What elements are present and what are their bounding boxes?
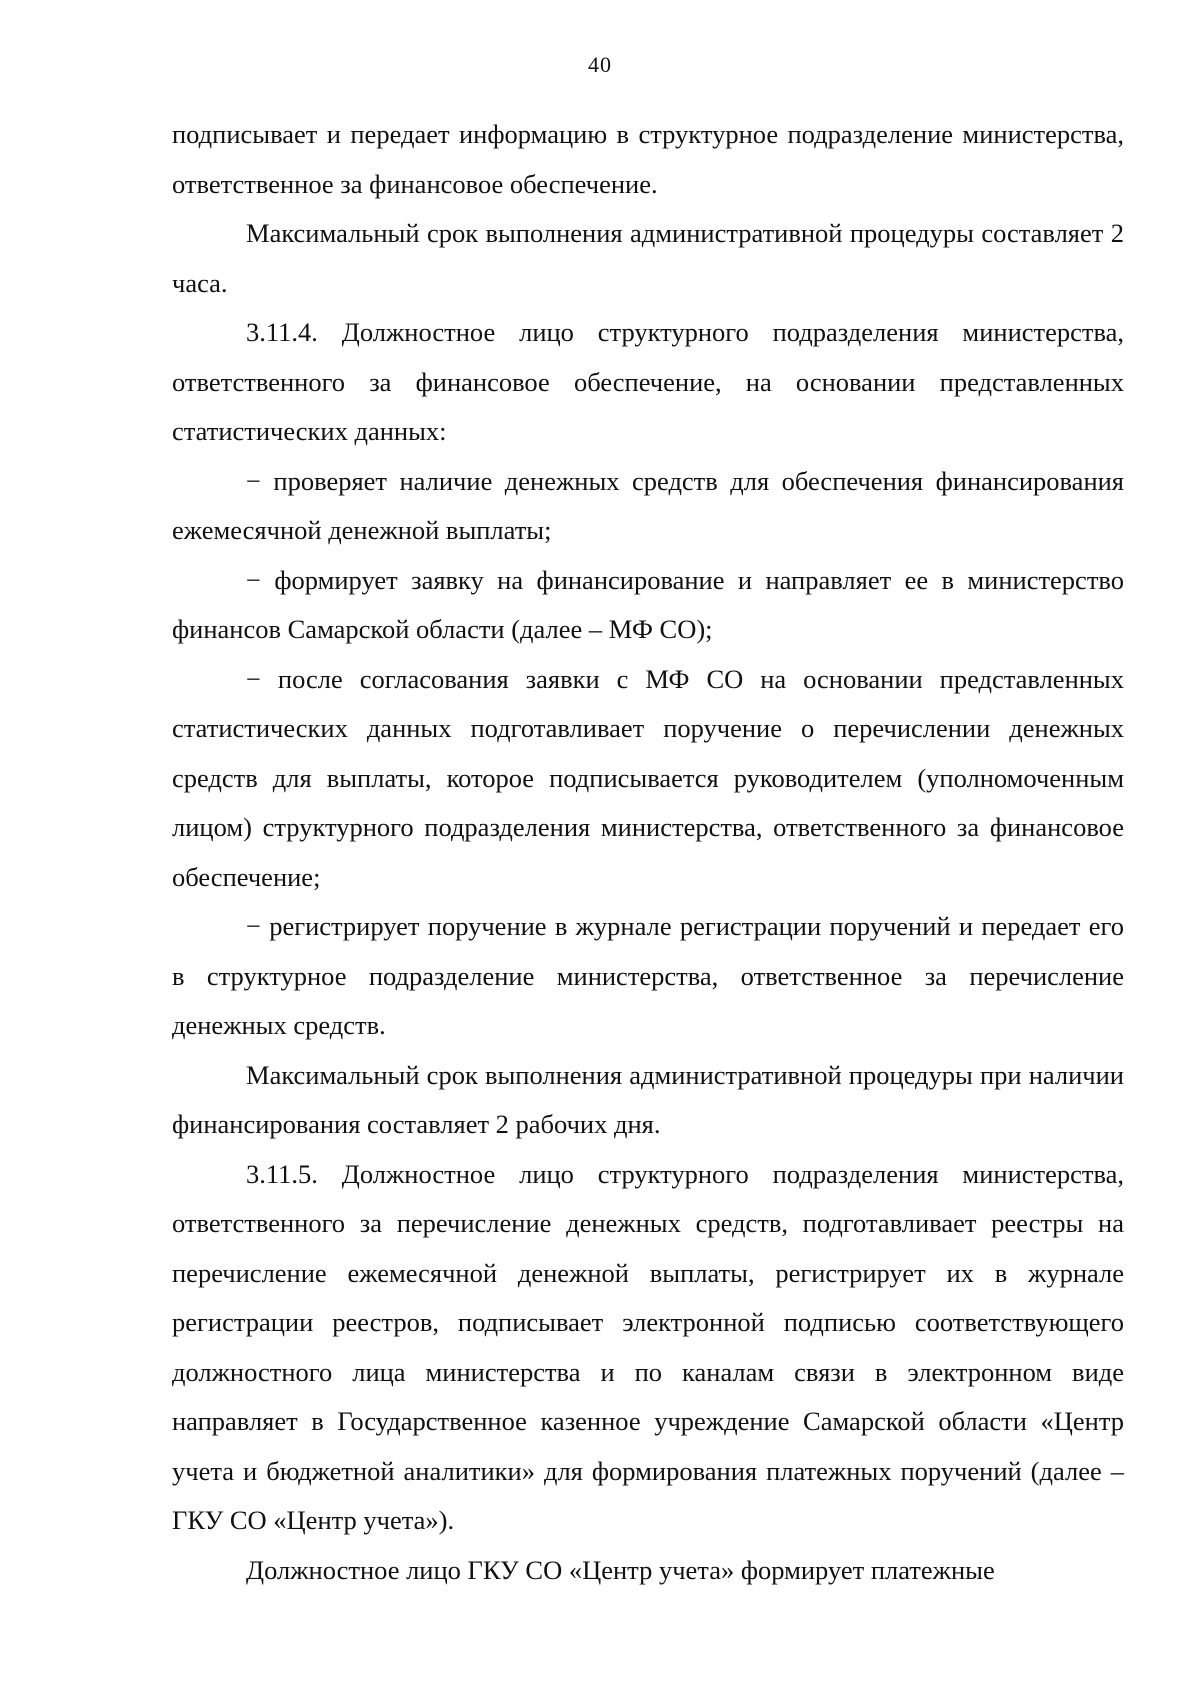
list-item-check-funds: − проверяет наличие денежных средств для обеспечения финансирования ежемесячной денежной выплаты; bbox=[172, 465, 1124, 545]
document-body bbox=[172, 110, 1124, 1595]
list-item-register-order: − регистрирует поручение в журнале регистрации поручений и передает его в структурное подразделение министерства, ответственное за перечисление денежных средств. bbox=[172, 911, 1124, 1040]
paragraph-10: Должностное лицо ГКУ СО «Центр учета» формирует платежные bbox=[246, 1554, 995, 1585]
paragraph-1: подписывает и передает информацию в структурное подразделение министерства, ответственное за финансовое обеспечение. bbox=[172, 119, 1124, 199]
paragraph-3: 3.11.4. Должностное лицо структурного подразделения министерства, ответственного за финансовое обеспечение, на основании представленных статистических данных: bbox=[172, 317, 1124, 446]
paragraph-2: Максимальный срок выполнения административной процедуры составляет 2 часа. bbox=[172, 218, 1124, 298]
list-item-form-request: − формирует заявку на финансирование и направляет ее в министерство финансов Самарской области (далее – МФ СО); bbox=[172, 564, 1124, 644]
list-item-prepare-order: − после согласования заявки с МФ СО на основании представленных статистических данных подготавливает поручение о перечислении денежных средств для выплаты, которое подписывается руководителем (уполномоченным лицом) структурного подразделения министерства, ответственного за финансовое обеспечение; bbox=[172, 663, 1124, 892]
page-number: 40 bbox=[588, 52, 612, 77]
paragraph-9: 3.11.5. Должностное лицо структурного подразделения министерства, ответственного за перечисление денежных средств, подготавливает реестры на перечисление ежемесячной денежной выплаты, регистрирует их в журнале регистрации реестров, подписывает электронной подписью соответствующего должностного лица министерства и по каналам связи в электронном виде направляет в Государственное казенное учреждение Самарской области «Центр учета и бюджетной аналитики» для формирования платежных поручений (далее – ГКУ СО «Центр учета»). bbox=[172, 1158, 1124, 1535]
paragraph-8: Максимальный срок выполнения административной процедуры при наличии финансирования составляет 2 рабочих дня. bbox=[172, 1059, 1124, 1139]
